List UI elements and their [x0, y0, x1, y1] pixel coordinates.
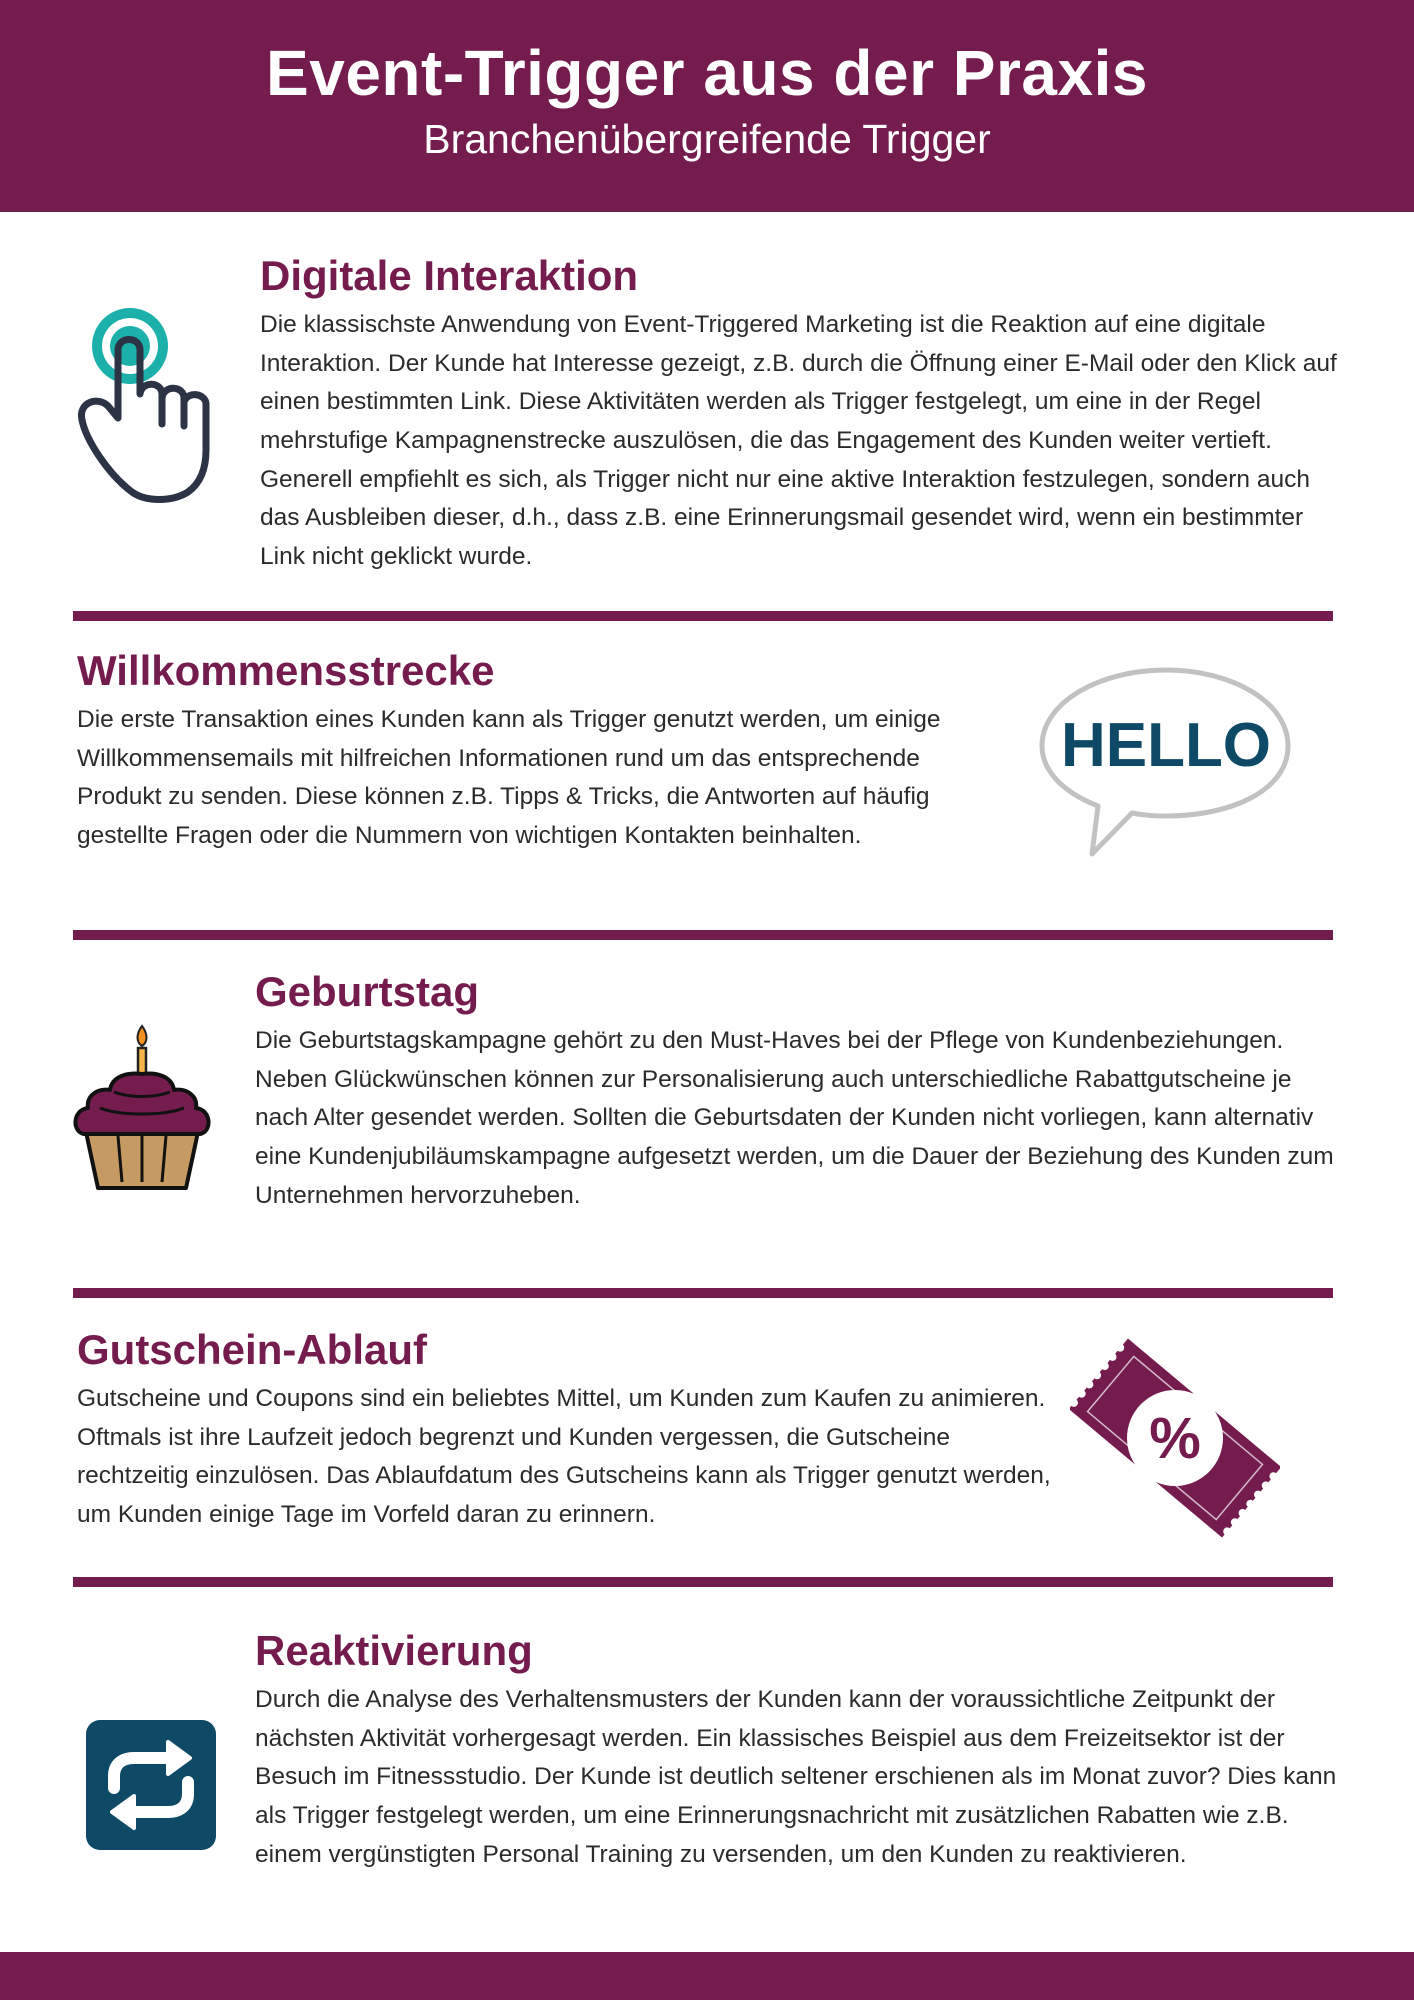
section-title: Willkommensstrecke: [77, 647, 495, 694]
section-title: Gutschein-Ablauf: [77, 1326, 428, 1373]
tap-finger-icon: [72, 306, 212, 506]
hello-text: HELLO: [1060, 711, 1272, 780]
page-title: Event-Trigger aus der Praxis: [266, 37, 1148, 109]
section-reaktivierung: [255, 1627, 1350, 1874]
section-geburtstag: [255, 968, 1350, 1215]
section-title: Digitale Interaktion: [260, 252, 639, 299]
section-divider: [73, 1577, 1333, 1587]
page-header: [0, 0, 1414, 212]
section-title: Reaktivierung: [255, 1627, 533, 1674]
section-willkommensstrecke: [77, 647, 957, 856]
section-body: Die Geburtstagskampagne gehört zu den Must-Haves bei der Pflege von Kundenbeziehungen. Neben Glückwünschen können zur Personalisierung auch unterschiedliche Rabattgutscheine je nach Alter gesendet werden. Sollten die Geburtsdaten der Kunden nicht vorliegen, kann alternativ eine Kundenjubiläumskampagne aufgesetzt werden, um die Dauer der Beziehung des Kunden zum Unternehmen hervorzuheben.: [255, 1027, 1334, 1209]
section-body: Die klassischste Anwendung von Event-Triggered Marketing ist die Reaktion auf eine digitale Interaktion. Der Kunde hat Interesse gezeigt, z.B. durch die Öffnung einer E-Mail oder den Klick auf einen bestimmten Link. Diese Aktivitäten werden als Trigger festgelegt, um eine in der Regel mehrstufige Kampagnenstrecke auszulösen, die das Engagement des Kunden weiter vertieft. Generell empfiehlt es sich, als Trigger nicht nur eine aktive Interaktion festzulegen, sondern auch das Ausbleiben dieser, d.h., dass z.B. eine Erinnerungsmail gesendet wird, wenn ein bestimmter Link nicht geklickt wurde.: [260, 311, 1337, 570]
section-divider: [73, 930, 1333, 940]
hello-speech-bubble-icon: [1036, 664, 1296, 860]
section-gutschein-ablauf: [77, 1326, 1057, 1535]
section-body: Durch die Analyse des Verhaltensmusters der Kunden kann der voraussichtliche Zeitpunkt der nächsten Aktivität vorhergesagt werden. Ein klassisches Beispiel aus dem Freizeitsektor ist der Besuch im Fitnessstudio. Der Kunde ist deutlich seltener erschienen als im Monat zuvor? Dies kann als Trigger festgelegt werden, um eine Erinnerungsnachricht mit zusätzlichen Rabatten wie z.B. einem vergünstigten Personal Training zu versenden, um den Kunden zu reaktivieren.: [255, 1686, 1337, 1868]
section-body: Die erste Transaktion eines Kunden kann als Trigger genutzt werden, um einige Willkommensemails mit hilfreichen Informationen rund um das entsprechende Produkt zu senden. Diese können z.B. Tipps & Tricks, die Antworten auf häufig gestellte Fragen oder die Nummern von wichtigen Kontakten beinhalten.: [77, 706, 941, 850]
section-divider: [73, 611, 1333, 621]
section-divider: [73, 1288, 1333, 1298]
footer-bar: [0, 1952, 1414, 2000]
section-body: Gutscheine und Coupons sind ein beliebtes Mittel, um Kunden zum Kaufen zu animieren. Oftmals ist ihre Laufzeit jedoch begrenzt und Kunden vergessen, die Gutscheine rechtzeitig einzulösen. Das Ablaufdatum des Gutscheins kann als Trigger genutzt werden, um Kunden einige Tage im Vorfeld daran zu erinnern.: [77, 1385, 1051, 1529]
percent-sign: %: [1149, 1406, 1201, 1471]
refresh-cycle-icon: [86, 1720, 216, 1850]
cupcake-icon: [70, 1022, 214, 1194]
coupon-percent-icon: [1070, 1338, 1280, 1538]
page-subtitle: Branchenübergreifende Trigger: [423, 116, 991, 162]
section-title: Geburtstag: [255, 968, 480, 1015]
section-digitale-interaktion: [260, 252, 1350, 576]
